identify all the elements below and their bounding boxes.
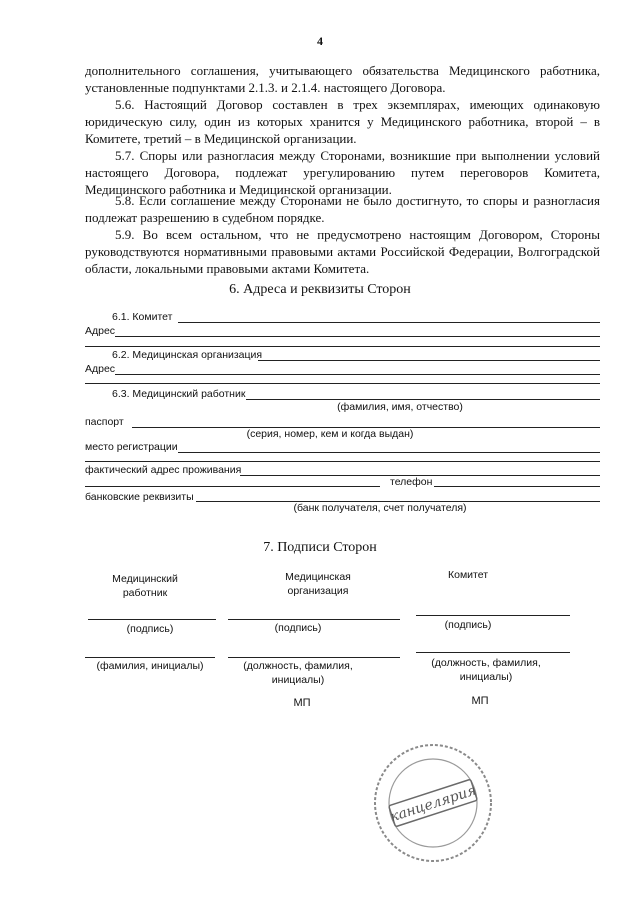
- page-number: 4: [317, 34, 323, 48]
- med-worker-label: 6.3. Медицинский работник: [112, 388, 246, 400]
- org-seal-label: МП: [293, 697, 311, 709]
- committee-address-line-2[interactable]: [85, 346, 600, 347]
- worker-sign-caption: (подпись): [126, 623, 174, 635]
- bank-label: банковские реквизиты: [85, 491, 194, 503]
- committee-sign-caption: (подпись): [444, 619, 492, 631]
- org-signature-line[interactable]: [228, 619, 400, 620]
- worker-name-caption: (фамилия, инициалы): [96, 660, 204, 672]
- med-org-label: 6.2. Медицинская организация: [112, 349, 263, 361]
- bank-caption: (банк получателя, счет получателя): [293, 502, 467, 514]
- committee-seal-label: МП: [471, 695, 489, 707]
- stamp-text: канцелярия: [388, 782, 479, 826]
- clause-5-6: 5.6. Настоящий Договор составлен в трех экземплярах, имеющих одинаковую юридическую силу, один из которых хранится у Медицинского работника, второй – в Комитете, третий – в Медицинской организации.: [85, 97, 600, 146]
- med-worker-fio-line[interactable]: [246, 399, 600, 400]
- actual-address-label: фактический адрес проживания: [85, 464, 242, 476]
- med-org-line[interactable]: [258, 360, 600, 361]
- section-7-title: 7. Подписи Сторон: [263, 540, 377, 555]
- org-position-line[interactable]: [228, 657, 400, 658]
- actual-address-line-2[interactable]: [85, 486, 380, 487]
- signature-header-committee: Комитет: [447, 569, 489, 581]
- section-6-title: 6. Адреса и реквизиты Сторон: [229, 282, 411, 297]
- committee-address-label: Адрес: [85, 325, 116, 337]
- committee-address-line[interactable]: [115, 336, 600, 337]
- org-position-caption: (должность, фамилия, инициалы): [243, 660, 353, 686]
- committee-label: 6.1. Комитет: [112, 311, 173, 323]
- clause-5-8: 5.8. Если соглашение между Сторонами не было достигнуто, то споры и разногласия подлежат разрешению в судебном порядке.: [85, 193, 600, 225]
- registration-line[interactable]: [178, 452, 600, 453]
- committee-position-line[interactable]: [416, 652, 570, 653]
- office-stamp: [372, 742, 494, 864]
- worker-signature-line[interactable]: [88, 619, 216, 620]
- clause-continuation: дополнительного соглашения, учитывающего обязательства Медицинского работника, установленные подпунктами 2.1.3. и 2.1.4. настоящего Договора.: [85, 63, 600, 95]
- phone-label: телефон: [390, 476, 433, 488]
- clause-5-9: 5.9. Во всем остальном, что не предусмотрено настоящим Договором, Стороны руководствуются нормативными правовыми актами Российской Федерации, Волгоградской области, локальными правовыми актами Комитета.: [85, 227, 600, 276]
- fio-caption: (фамилия, имя, отчество): [337, 401, 463, 413]
- committee-position-caption: (должность, фамилия, инициалы): [431, 657, 541, 683]
- worker-name-line[interactable]: [85, 657, 215, 658]
- committee-line[interactable]: [178, 322, 600, 323]
- passport-caption: (серия, номер, кем и когда выдан): [246, 428, 414, 440]
- phone-line[interactable]: [434, 486, 600, 487]
- signature-header-org: Медицинская организация: [285, 571, 351, 597]
- registration-label: место регистрации: [85, 441, 178, 453]
- clause-5-7: 5.7. Споры или разногласия между Сторонами, возникшие при выполнении условий настоящего Договора, подлежат урегулированию путем переговоров Комитета, Медицинского работника и Медицинской организации.: [85, 148, 600, 197]
- signature-header-worker: Медицинский работник: [112, 573, 178, 599]
- committee-signature-line[interactable]: [416, 615, 570, 616]
- org-sign-caption: (подпись): [274, 622, 322, 634]
- med-org-address-line-2[interactable]: [85, 383, 600, 384]
- med-org-address-line[interactable]: [115, 374, 600, 375]
- med-org-address-label: Адрес: [85, 363, 116, 375]
- passport-label: паспорт: [85, 416, 124, 428]
- registration-line-2[interactable]: [85, 461, 600, 462]
